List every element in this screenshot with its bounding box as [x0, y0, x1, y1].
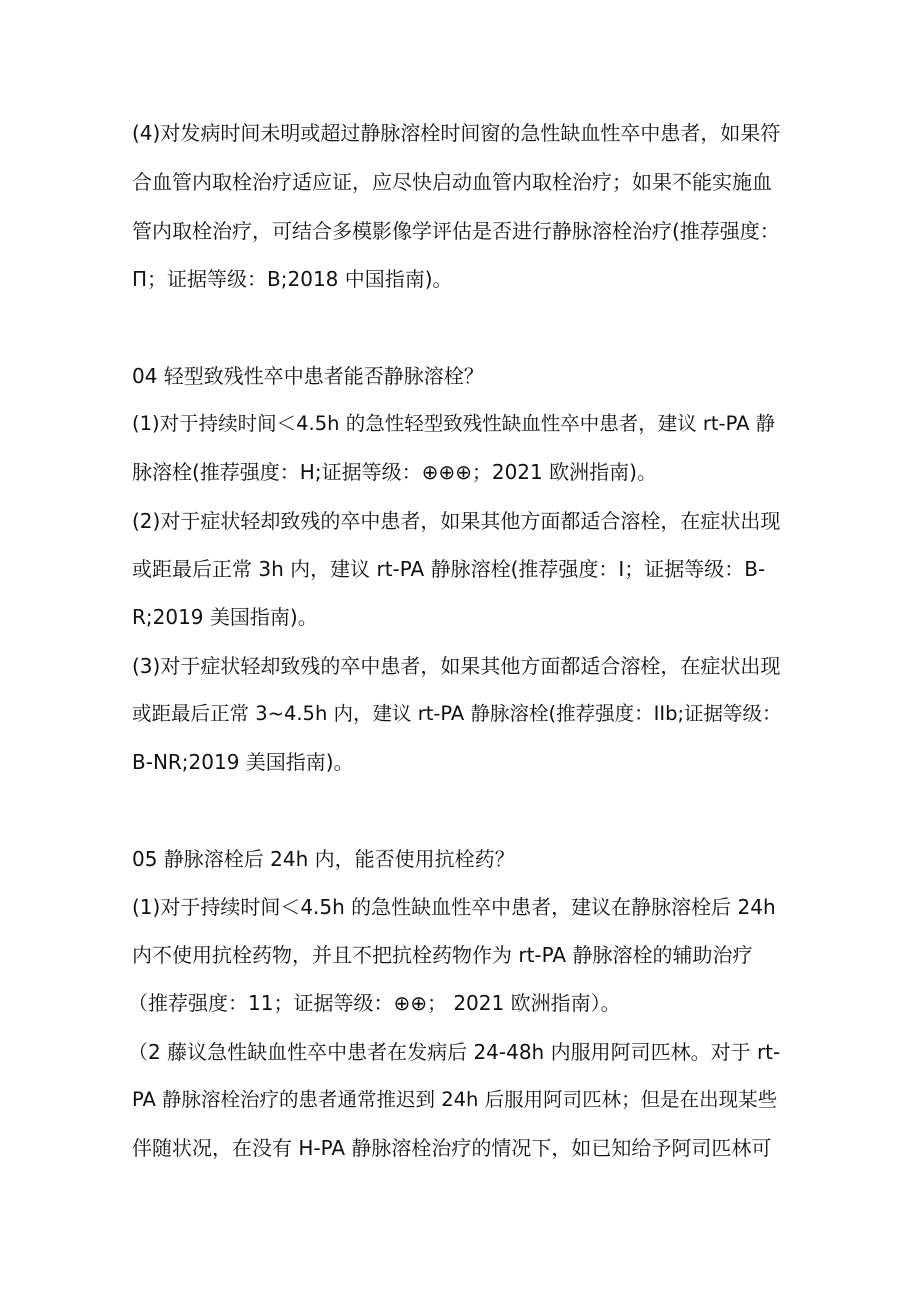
paragraph-line: 脉溶栓(推荐强度：H;证据等级：⊕⊕⊕；2021 欧洲指南)。 [132, 460, 657, 484]
paragraph-line: 或距最后正常 3h 内，建议 rt-PA 静脉溶栓(推荐强度：I；证据等级：B- [132, 557, 766, 581]
paragraph-line: 伴随状况，在没有 H-PA 静脉溶栓治疗的情况下，如已知给予阿司匹林可 [132, 1136, 772, 1160]
paragraph-line: （推荐强度：11；证据等级：⊕⊕； 2021 欧洲指南）。 [128, 991, 621, 1015]
paragraph-line: （2 藤议急性缺血性卒中患者在发病后 24-48h 内服用阿司匹林。对于 rt- [128, 1040, 781, 1064]
section-heading: 05 静脉溶栓后 24h 内，能否使用抗栓药？ [132, 847, 515, 871]
paragraph-line: (1)对于持续时间＜4.5h 的急性轻型致残性缺血性卒中患者，建议 rt-PA 静 [132, 412, 776, 435]
paragraph-line: 管内取栓治疗，可结合多模影像学评估是否进行静脉溶栓治疗(推荐强度： [132, 219, 780, 243]
section-heading: 04 轻型致残性卒中患者能否静脉溶栓？ [132, 364, 484, 388]
paragraph-line: 或距最后正常 3~4.5h 内，建议 rt-PA 静脉溶栓(推荐强度：IIb;证据等级： [132, 702, 782, 725]
paragraph-line: R;2019 美国指南)。 [132, 605, 318, 629]
paragraph-line: (1)对于持续时间＜4.5h 的急性缺血性卒中患者，建议在静脉溶栓后 24h [132, 895, 776, 919]
paragraph-line: (3)对于症状轻却致残的卒中患者，如果其他方面都适合溶栓，在症状出现 [132, 654, 781, 678]
paragraph-line: Π；证据等级：B;2018 中国指南)。 [132, 267, 453, 291]
paragraph-line: (4)对发病时间未明或超过静脉溶栓时间窗的急性缺血性卒中患者，如果符 [132, 121, 781, 145]
paragraph-line: 合血管内取栓治疗适应证，应尽快启动血管内取栓治疗；如果不能实施血 [132, 170, 772, 194]
paragraph-line: 内不使用抗栓药物，并且不把抗栓药物作为 rt-PA 静脉溶栓的辅助治疗 [132, 943, 753, 967]
paragraph-line: B-NR;2019 美国指南)。 [132, 750, 354, 774]
paragraph-line: PA 静脉溶栓治疗的患者通常推迟到 24h 后服用阿司匹林；但是在出现某些 [132, 1088, 778, 1111]
paragraph-line: (2)对于症状轻却致残的卒中患者，如果其他方面都适合溶栓，在症状出现 [132, 509, 781, 533]
